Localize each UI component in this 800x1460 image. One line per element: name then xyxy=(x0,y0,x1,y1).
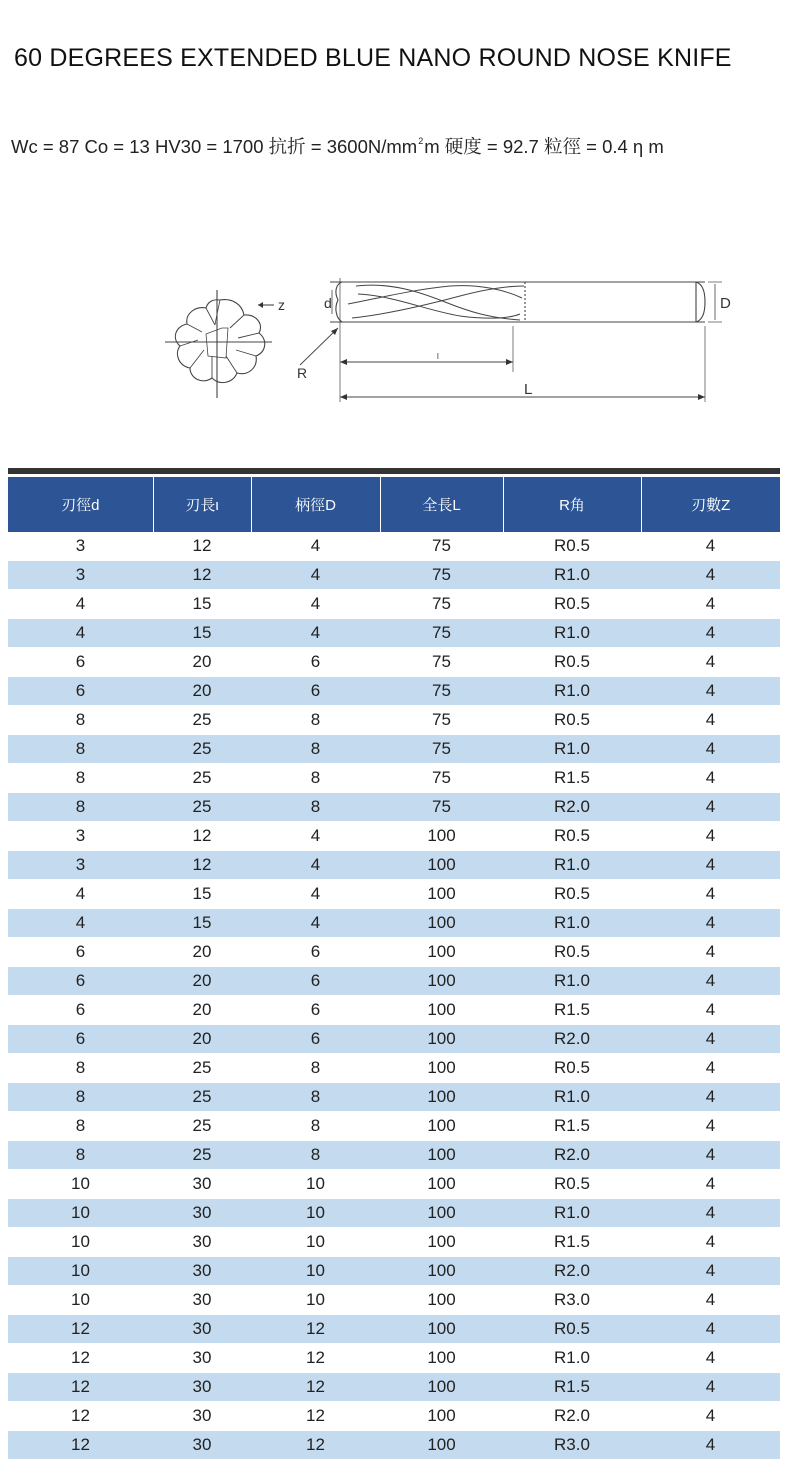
table-row xyxy=(8,967,780,996)
cell-corner-radius: R1.0 xyxy=(503,561,641,590)
table-row xyxy=(8,1170,780,1199)
table-row xyxy=(8,1431,780,1460)
cell-shank-diameter: 12 xyxy=(251,1373,380,1402)
cell-overall-length: 75 xyxy=(380,561,503,590)
col-header-cutting-diameter: 刃徑d xyxy=(8,477,153,532)
cell-flutes: 4 xyxy=(641,590,780,619)
cell-overall-length: 100 xyxy=(380,1344,503,1373)
cell-corner-radius: R1.5 xyxy=(503,1228,641,1257)
cell-flutes: 4 xyxy=(641,1054,780,1083)
table-row xyxy=(8,793,780,822)
table-row xyxy=(8,532,780,561)
table-row xyxy=(8,561,780,590)
cell-shank-diameter: 8 xyxy=(251,1141,380,1170)
cell-flutes: 4 xyxy=(641,996,780,1025)
label-D: D xyxy=(720,295,731,312)
cell-corner-radius: R1.0 xyxy=(503,1083,641,1112)
cell-shank-diameter: 6 xyxy=(251,677,380,706)
cell-cutting-diameter: 3 xyxy=(8,561,153,590)
col-header-flutes: 刃數Z xyxy=(641,477,780,532)
cell-shank-diameter: 12 xyxy=(251,1315,380,1344)
tool-nose xyxy=(336,282,342,322)
cell-corner-radius: R1.5 xyxy=(503,1112,641,1141)
cell-cutting-diameter: 8 xyxy=(8,793,153,822)
cell-cutting-length: 25 xyxy=(153,793,251,822)
cell-cutting-diameter: 10 xyxy=(8,1257,153,1286)
table-row xyxy=(8,938,780,967)
cell-cutting-length: 15 xyxy=(153,590,251,619)
cell-shank-diameter: 10 xyxy=(251,1170,380,1199)
col-header-shank-diameter: 柄徑D xyxy=(251,477,380,532)
table-row xyxy=(8,1344,780,1373)
cell-cutting-diameter: 12 xyxy=(8,1315,153,1344)
cell-cutting-diameter: 6 xyxy=(8,1025,153,1054)
cell-overall-length: 75 xyxy=(380,619,503,648)
cross-section-view xyxy=(165,290,272,398)
cell-cutting-length: 30 xyxy=(153,1286,251,1315)
cell-cutting-diameter: 8 xyxy=(8,1112,153,1141)
table-row xyxy=(8,1286,780,1315)
cell-cutting-diameter: 12 xyxy=(8,1373,153,1402)
cell-overall-length: 100 xyxy=(380,1257,503,1286)
cell-cutting-length: 30 xyxy=(153,1315,251,1344)
cell-overall-length: 75 xyxy=(380,590,503,619)
cell-flutes: 4 xyxy=(641,851,780,880)
cell-corner-radius: R0.5 xyxy=(503,590,641,619)
page-title: 60 DEGREES EXTENDED BLUE NANO ROUND NOSE KNIFE xyxy=(14,44,732,72)
cell-flutes: 4 xyxy=(641,532,780,561)
cell-cutting-diameter: 3 xyxy=(8,822,153,851)
cell-overall-length: 75 xyxy=(380,648,503,677)
cell-cutting-diameter: 4 xyxy=(8,909,153,938)
cell-cutting-diameter: 8 xyxy=(8,706,153,735)
cell-cutting-diameter: 3 xyxy=(8,851,153,880)
cell-flutes: 4 xyxy=(641,1083,780,1112)
table-row xyxy=(8,619,780,648)
cell-shank-diameter: 8 xyxy=(251,793,380,822)
cell-shank-diameter: 4 xyxy=(251,822,380,851)
table-row xyxy=(8,1054,780,1083)
cell-shank-diameter: 12 xyxy=(251,1344,380,1373)
cell-overall-length: 75 xyxy=(380,764,503,793)
specs-superscript: 2 xyxy=(418,136,424,146)
cell-cutting-diameter: 10 xyxy=(8,1199,153,1228)
table-row xyxy=(8,1112,780,1141)
cell-overall-length: 100 xyxy=(380,1286,503,1315)
cell-cutting-length: 30 xyxy=(153,1373,251,1402)
cell-cutting-diameter: 10 xyxy=(8,1170,153,1199)
cell-overall-length: 100 xyxy=(380,1373,503,1402)
cell-overall-length: 100 xyxy=(380,967,503,996)
cell-cutting-length: 25 xyxy=(153,1083,251,1112)
cell-shank-diameter: 6 xyxy=(251,1025,380,1054)
cell-flutes: 4 xyxy=(641,1170,780,1199)
cell-cutting-length: 12 xyxy=(153,532,251,561)
cell-shank-diameter: 8 xyxy=(251,706,380,735)
cell-shank-diameter: 8 xyxy=(251,1054,380,1083)
cell-cutting-diameter: 6 xyxy=(8,677,153,706)
cell-shank-diameter: 10 xyxy=(251,1228,380,1257)
cell-flutes: 4 xyxy=(641,1112,780,1141)
table-row xyxy=(8,590,780,619)
cell-overall-length: 100 xyxy=(380,1431,503,1460)
cell-cutting-length: 20 xyxy=(153,967,251,996)
cell-shank-diameter: 10 xyxy=(251,1286,380,1315)
cell-cutting-diameter: 12 xyxy=(8,1431,153,1460)
cell-flutes: 4 xyxy=(641,648,780,677)
table-row xyxy=(8,1083,780,1112)
cell-cutting-diameter: 12 xyxy=(8,1344,153,1373)
cell-cutting-diameter: 8 xyxy=(8,1054,153,1083)
cell-shank-diameter: 4 xyxy=(251,851,380,880)
cell-flutes: 4 xyxy=(641,619,780,648)
cell-shank-diameter: 4 xyxy=(251,561,380,590)
cell-corner-radius: R1.0 xyxy=(503,1199,641,1228)
cell-corner-radius: R1.5 xyxy=(503,996,641,1025)
z-arrowhead xyxy=(258,302,263,308)
cell-flutes: 4 xyxy=(641,1431,780,1460)
cell-cutting-length: 30 xyxy=(153,1431,251,1460)
specs-text-tail: m 硬度 = 92.7 粒徑 = 0.4 η m xyxy=(424,136,664,157)
cell-overall-length: 100 xyxy=(380,1025,503,1054)
cell-overall-length: 100 xyxy=(380,1402,503,1431)
cell-cutting-length: 30 xyxy=(153,1199,251,1228)
cell-corner-radius: R2.0 xyxy=(503,1257,641,1286)
cell-shank-diameter: 4 xyxy=(251,880,380,909)
cell-cutting-length: 12 xyxy=(153,822,251,851)
cell-flutes: 4 xyxy=(641,706,780,735)
cell-flutes: 4 xyxy=(641,909,780,938)
cell-corner-radius: R2.0 xyxy=(503,1402,641,1431)
cell-overall-length: 100 xyxy=(380,851,503,880)
tool-diagram xyxy=(160,270,750,420)
cell-overall-length: 75 xyxy=(380,735,503,764)
cell-overall-length: 100 xyxy=(380,938,503,967)
cell-shank-diameter: 4 xyxy=(251,532,380,561)
cell-shank-diameter: 10 xyxy=(251,1199,380,1228)
cell-shank-diameter: 12 xyxy=(251,1431,380,1460)
cell-flutes: 4 xyxy=(641,764,780,793)
cell-flutes: 4 xyxy=(641,822,780,851)
cell-shank-diameter: 6 xyxy=(251,967,380,996)
label-r: R xyxy=(297,365,308,381)
cell-cutting-diameter: 10 xyxy=(8,1286,153,1315)
cross-section-outline xyxy=(175,300,264,383)
cell-cutting-length: 30 xyxy=(153,1228,251,1257)
cell-cutting-diameter: 12 xyxy=(8,1402,153,1431)
cell-cutting-length: 30 xyxy=(153,1402,251,1431)
cell-corner-radius: R2.0 xyxy=(503,1141,641,1170)
table-row xyxy=(8,764,780,793)
cell-flutes: 4 xyxy=(641,1344,780,1373)
cell-flutes: 4 xyxy=(641,967,780,996)
cell-corner-radius: R0.5 xyxy=(503,822,641,851)
table-row xyxy=(8,996,780,1025)
cell-shank-diameter: 8 xyxy=(251,1083,380,1112)
col-header-corner-radius: R角 xyxy=(503,477,641,532)
table-row xyxy=(8,706,780,735)
cell-shank-diameter: 4 xyxy=(251,619,380,648)
cell-shank-diameter: 6 xyxy=(251,938,380,967)
table-row xyxy=(8,648,780,677)
cell-cutting-diameter: 8 xyxy=(8,1141,153,1170)
cell-shank-diameter: 12 xyxy=(251,1402,380,1431)
cell-shank-diameter: 8 xyxy=(251,764,380,793)
cell-corner-radius: R1.0 xyxy=(503,909,641,938)
side-view xyxy=(300,278,722,402)
col-header-cutting-length: 刃長ι xyxy=(153,477,251,532)
cell-cutting-diameter: 4 xyxy=(8,590,153,619)
cell-shank-diameter: 10 xyxy=(251,1257,380,1286)
cell-overall-length: 100 xyxy=(380,880,503,909)
cell-corner-radius: R0.5 xyxy=(503,880,641,909)
cell-shank-diameter: 6 xyxy=(251,648,380,677)
table-row xyxy=(8,1228,780,1257)
cell-corner-radius: R1.5 xyxy=(503,1373,641,1402)
cell-shank-diameter: 4 xyxy=(251,909,380,938)
cell-corner-radius: R1.0 xyxy=(503,735,641,764)
table-row xyxy=(8,1257,780,1286)
cell-corner-radius: R0.5 xyxy=(503,1315,641,1344)
cell-corner-radius: R0.5 xyxy=(503,1054,641,1083)
cell-flutes: 4 xyxy=(641,1257,780,1286)
cell-cutting-length: 20 xyxy=(153,996,251,1025)
cell-flutes: 4 xyxy=(641,1315,780,1344)
specs-text: Wc = 87 Co = 13 HV30 = 1700 抗折 = 3600N/mm xyxy=(11,136,418,157)
cell-cutting-length: 25 xyxy=(153,1112,251,1141)
cell-overall-length: 100 xyxy=(380,1170,503,1199)
label-L: L xyxy=(524,381,533,398)
cell-corner-radius: R2.0 xyxy=(503,1025,641,1054)
cell-corner-radius: R0.5 xyxy=(503,938,641,967)
cell-cutting-length: 12 xyxy=(153,851,251,880)
label-l: l xyxy=(437,352,439,361)
R-leader xyxy=(300,328,338,365)
table-row xyxy=(8,735,780,764)
cell-flutes: 4 xyxy=(641,561,780,590)
table-row xyxy=(8,851,780,880)
cell-overall-length: 100 xyxy=(380,1083,503,1112)
cell-cutting-length: 20 xyxy=(153,648,251,677)
cell-corner-radius: R0.5 xyxy=(503,706,641,735)
cell-shank-diameter: 4 xyxy=(251,590,380,619)
cell-corner-radius: R0.5 xyxy=(503,648,641,677)
cell-flutes: 4 xyxy=(641,1141,780,1170)
cell-corner-radius: R1.0 xyxy=(503,1344,641,1373)
table-row xyxy=(8,1141,780,1170)
cell-cutting-length: 15 xyxy=(153,880,251,909)
cell-flutes: 4 xyxy=(641,1286,780,1315)
cell-overall-length: 75 xyxy=(380,532,503,561)
cell-cutting-diameter: 6 xyxy=(8,996,153,1025)
cell-cutting-length: 20 xyxy=(153,938,251,967)
cell-corner-radius: R0.5 xyxy=(503,1170,641,1199)
cell-shank-diameter: 8 xyxy=(251,1112,380,1141)
cell-cutting-diameter: 10 xyxy=(8,1228,153,1257)
table-row xyxy=(8,1025,780,1054)
cell-cutting-length: 30 xyxy=(153,1170,251,1199)
cell-flutes: 4 xyxy=(641,1025,780,1054)
cell-flutes: 4 xyxy=(641,938,780,967)
cell-corner-radius: R1.5 xyxy=(503,764,641,793)
table-row xyxy=(8,909,780,938)
cell-overall-length: 100 xyxy=(380,1315,503,1344)
table-row xyxy=(8,880,780,909)
cell-overall-length: 100 xyxy=(380,1054,503,1083)
cell-corner-radius: R0.5 xyxy=(503,532,641,561)
label-z: z xyxy=(278,297,285,313)
cell-shank-diameter: 8 xyxy=(251,735,380,764)
material-specs xyxy=(11,133,664,159)
cell-corner-radius: R3.0 xyxy=(503,1286,641,1315)
cell-overall-length: 100 xyxy=(380,1228,503,1257)
cell-cutting-length: 15 xyxy=(153,619,251,648)
cell-cutting-diameter: 4 xyxy=(8,619,153,648)
cell-cutting-diameter: 6 xyxy=(8,967,153,996)
cell-flutes: 4 xyxy=(641,735,780,764)
cell-overall-length: 100 xyxy=(380,1141,503,1170)
cell-cutting-length: 25 xyxy=(153,1054,251,1083)
cell-cutting-length: 30 xyxy=(153,1344,251,1373)
table-row xyxy=(8,1199,780,1228)
cell-cutting-diameter: 8 xyxy=(8,1083,153,1112)
table-row xyxy=(8,1315,780,1344)
col-header-overall-length: 全長L xyxy=(380,477,503,532)
cell-overall-length: 100 xyxy=(380,1112,503,1141)
cell-overall-length: 75 xyxy=(380,706,503,735)
table-row xyxy=(8,1373,780,1402)
header-divider xyxy=(8,468,780,474)
cell-corner-radius: R1.0 xyxy=(503,851,641,880)
cell-flutes: 4 xyxy=(641,1228,780,1257)
cell-overall-length: 100 xyxy=(380,996,503,1025)
cell-flutes: 4 xyxy=(641,793,780,822)
cell-corner-radius: R1.0 xyxy=(503,619,641,648)
cell-cutting-length: 12 xyxy=(153,561,251,590)
cell-flutes: 4 xyxy=(641,880,780,909)
dimension-arrowheads xyxy=(331,328,705,400)
cell-cutting-length: 25 xyxy=(153,706,251,735)
cell-cutting-diameter: 6 xyxy=(8,938,153,967)
cell-corner-radius: R1.0 xyxy=(503,677,641,706)
cell-overall-length: 100 xyxy=(380,1199,503,1228)
cell-cutting-diameter: 8 xyxy=(8,764,153,793)
spec-table xyxy=(8,477,780,1460)
table-row xyxy=(8,822,780,851)
cell-overall-length: 100 xyxy=(380,909,503,938)
table-row xyxy=(8,1402,780,1431)
cell-cutting-length: 25 xyxy=(153,1141,251,1170)
cell-cutting-length: 25 xyxy=(153,764,251,793)
cell-flutes: 4 xyxy=(641,677,780,706)
cell-cutting-length: 20 xyxy=(153,677,251,706)
cell-cutting-length: 15 xyxy=(153,909,251,938)
cell-cutting-length: 30 xyxy=(153,1257,251,1286)
cell-flutes: 4 xyxy=(641,1402,780,1431)
cell-corner-radius: R2.0 xyxy=(503,793,641,822)
label-d: d xyxy=(324,295,332,311)
cell-flutes: 4 xyxy=(641,1199,780,1228)
cell-corner-radius: R1.0 xyxy=(503,967,641,996)
cell-cutting-length: 25 xyxy=(153,735,251,764)
cell-overall-length: 75 xyxy=(380,677,503,706)
cell-cutting-diameter: 6 xyxy=(8,648,153,677)
cell-flutes: 4 xyxy=(641,1373,780,1402)
cell-shank-diameter: 6 xyxy=(251,996,380,1025)
cell-overall-length: 75 xyxy=(380,793,503,822)
cell-cutting-diameter: 4 xyxy=(8,880,153,909)
cell-cutting-length: 20 xyxy=(153,1025,251,1054)
table-row xyxy=(8,677,780,706)
cell-overall-length: 100 xyxy=(380,822,503,851)
table-header-row xyxy=(8,477,780,532)
cell-cutting-diameter: 3 xyxy=(8,532,153,561)
cell-cutting-diameter: 8 xyxy=(8,735,153,764)
cell-corner-radius: R3.0 xyxy=(503,1431,641,1460)
